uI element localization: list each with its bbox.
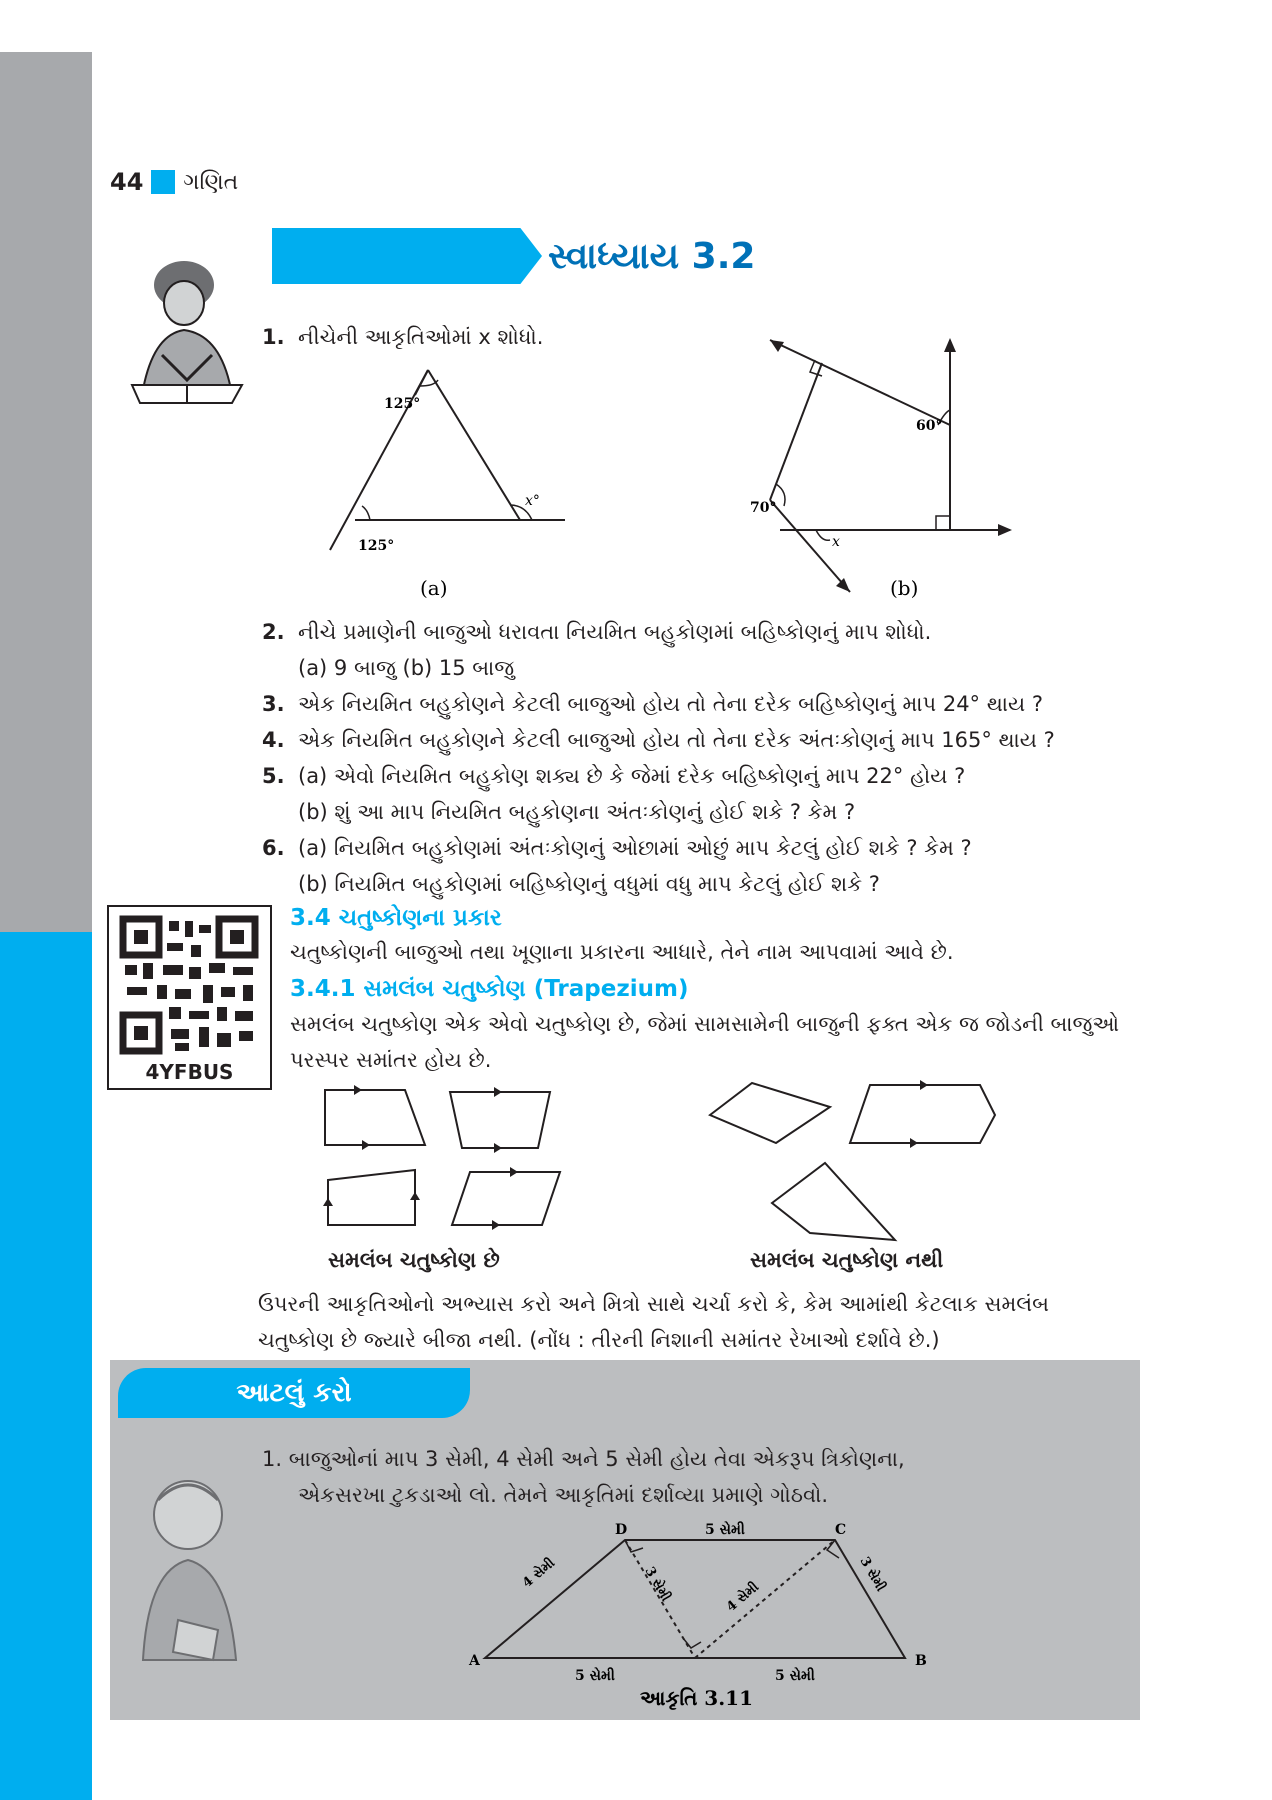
vertex-b: B [915, 1653, 927, 1669]
label-dc: 5 સેમી [705, 1522, 745, 1538]
figure-b-label: (b) [890, 576, 919, 600]
figure-caption: આકૃતિ 3.11 [640, 1686, 754, 1710]
label-cb: 3 સેમી [856, 1554, 889, 1595]
qr-code-icon [119, 915, 259, 1055]
header-square-icon [151, 170, 175, 194]
question-2: 2. નીચે પ્રમાણેની બાજુઓ ધરાવતા નિયમિત બહુકોણમાં બહિષ્કોણનું માપ શોધો. [262, 620, 932, 644]
angle-60-label: 60° [916, 418, 943, 434]
subsection-line-2: પરસ્પર સમાંતર હોય છે. [290, 1048, 492, 1072]
subsection-heading: 3.4.1 સમલંબ ચતુષ્કોણ (Trapezium) [290, 976, 689, 1002]
vertex-d: D [615, 1522, 628, 1538]
question-5a: 5. (a) એવો નિયમિત બહુકોણ શક્ય છે કે જેમાં દરેક બહિષ્કોણનું માપ 22° હોય ? [262, 764, 966, 788]
question-6a: 6. (a) નિયમિત બહુકોણમાં અંતઃકોણનું ઓછામાં ઓછું માપ કેટલું હોઈ શકે ? કેમ ? [262, 836, 972, 860]
qr-code-box[interactable] [107, 905, 272, 1090]
vertex-c: C [835, 1522, 847, 1538]
angle-top-label: 125° [384, 396, 421, 412]
question-6b: (b) નિયમિત બહુકોણમાં બહિષ્કોણનું વધુમાં વધુ માપ કેટલું હોઈ શકે ? [298, 872, 880, 896]
figure-b-polygon [740, 330, 1020, 600]
qr-code-label: 4YFBUS [145, 1060, 234, 1084]
discussion-line-2: ચતુષ્કોણ છે જ્યારે બીજા નથી. (નોંધ : તીરની નિશાની સમાંતર રેખાઓ દર્શાવે છે.) [258, 1328, 940, 1352]
angle-bottom-label: 125° [358, 538, 395, 554]
sidebar-gray-band [0, 52, 92, 932]
label-a-right: 5 સેમી [775, 1668, 815, 1684]
caption-is-trapezium: સમલંબ ચતુષ્કોણ છે [328, 1248, 500, 1272]
exercise-title: સ્વાધ્યાય 3.2 [548, 236, 756, 277]
question-5b: (b) શું આ માપ નિયમિત બહુકોણના અંતઃકોણનું હોઈ શકે ? કેમ ? [298, 800, 856, 824]
subject-name: ગણિત [183, 169, 239, 195]
child-writing-illustration [118, 1470, 258, 1670]
activity-line-1: 1. બાજુઓનાં માપ 3 સેમી, 4 સેમી અને 5 સેમી હોય તેવા એકરૂપ ત્રિકોણના, [262, 1447, 905, 1471]
discussion-line-1: ઉપરની આકૃતિઓનો અભ્યાસ કરો અને મિત્રો સાથે ચર્ચા કરો કે, કેમ આમાંથી કેટલાક સમલંબ [258, 1292, 1050, 1316]
question-3: 3. એક નિયમિત બહુકોણને કેટલી બાજુઓ હોય તો તેના દરેક બહિષ્કોણનું માપ 24° થાય ? [262, 692, 1044, 716]
section-heading: 3.4 ચતુષ્કોણના પ્રકાર [290, 905, 502, 931]
angle-70-label: 70° [750, 500, 777, 516]
activity-tab: આટલું કરો [118, 1368, 470, 1418]
label-mid3: 3 સેમી [641, 1564, 674, 1605]
exercise-ribbon [272, 228, 542, 284]
figure-3-11-trapezium [455, 1520, 955, 1712]
caption-not-trapezium: સમલંબ ચતુષ્કોણ નથી [750, 1248, 944, 1272]
page-number: 44 [110, 168, 144, 196]
trapezium-shapes [310, 1080, 570, 1240]
question-number: 1. [262, 325, 285, 349]
angle-x-label: x° [525, 493, 540, 509]
vertex-a: A [469, 1653, 480, 1669]
page-header [110, 168, 238, 196]
section-text: ચતુષ્કોણની બાજુઓ તથા ખૂણાના પ્રકારના આધારે, તેને નામ આપવામાં આવે છે. [290, 940, 954, 964]
non-trapezium-shapes [700, 1075, 1010, 1245]
question-4: 4. એક નિયમિત બહુકોણને કેટલી બાજુઓ હોય તો તેના દરેક અંતઃકોણનું માપ 165° થાય ? [262, 728, 1055, 752]
student-reading-illustration [112, 245, 262, 405]
question-2-options: (a) 9 બાજુ (b) 15 બાજુ [298, 656, 515, 680]
question-text: નીચેની આકૃતિઓમાં x શોધો. [298, 325, 544, 349]
label-ad: 4 સેમી [519, 1555, 558, 1592]
sidebar-blue-band [0, 932, 92, 1800]
angle-x-label: x [832, 534, 840, 550]
subsection-line-1: સમલંબ ચતુષ્કોણ એક એવો ચતુષ્કોણ છે, જેમાં સામસામેની બાજુની ફક્ત એક જ જોડની બાજુઓ [290, 1012, 1120, 1036]
label-a-left: 5 સેમી [575, 1668, 615, 1684]
activity-line-2: એકસરખા ટુકડાઓ લો. તેમને આકૃતિમાં દર્શાવ્યા પ્રમાણે ગોઠવો. [298, 1483, 828, 1507]
label-mid4: 4 સેમી [723, 1579, 762, 1616]
question-1 [262, 325, 543, 350]
figure-a-triangle [320, 360, 580, 600]
figure-a-label: (a) [420, 576, 448, 600]
